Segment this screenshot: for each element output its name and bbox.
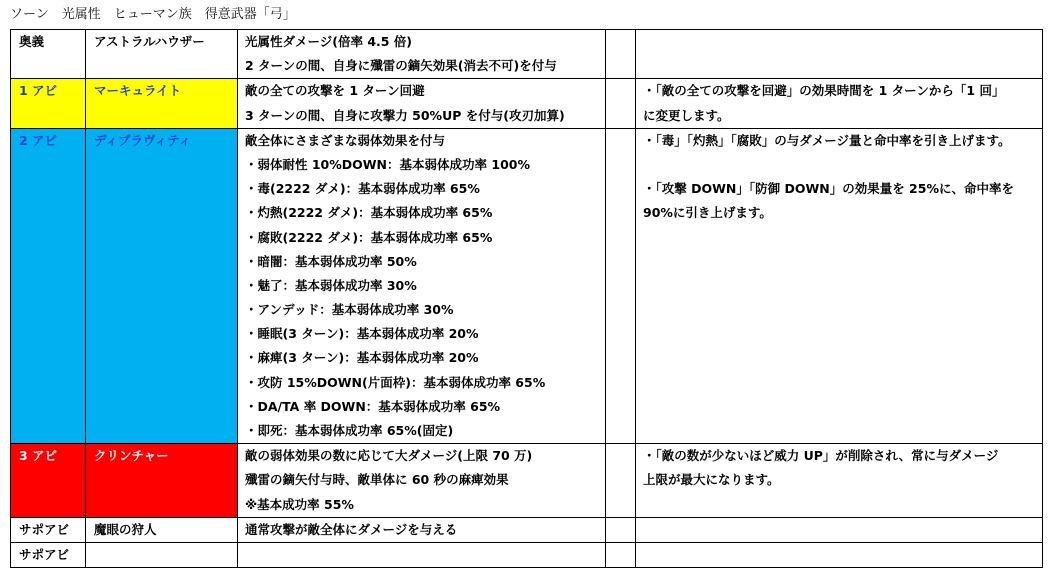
skill-note [636, 517, 1043, 542]
spacer-cell [606, 542, 636, 567]
skill-note [636, 30, 1043, 79]
spacer-cell [606, 444, 636, 518]
spacer-cell [606, 128, 636, 443]
table-row-ability-2 [11, 128, 1043, 443]
skill-description [238, 542, 606, 567]
skill-description: 敵全体にさまざまな弱体効果を付与 ・弱体耐性 10%DOWN：基本弱体成功率 100% ・毒(2222 ダメ)：基本弱体成功率 65% ・灼熱(2222 ダメ)：基本弱体成功率 65% ・腐敗(2222 ダメ)：基本弱体成功率 65% ・暗闇：基本弱体成功率 50% ・魅了：基本弱体成功率 30% ・アンデッド：基本弱体成功率 30% ・睡眠(3 ターン)：基本弱体成功率 20% ・麻痺(3 ターン)：基本弱体成功率 20% ・攻防 15%DOWN(片面枠)：基本弱体成功率 65% ・DA/TA 率 DOWN：基本弱体成功率 65% ・即死：基本弱体成功率 65%(固定) [238, 128, 606, 443]
spacer-cell [606, 79, 636, 128]
skill-name: 魔眼の狩人 [86, 517, 238, 542]
character-header: ソーン 光属性 ヒューマン族 得意武器「弓」 [10, 7, 296, 22]
spacer-cell [606, 517, 636, 542]
skill-description: 光属性ダメージ(倍率 4.5 倍) 2 ターンの間、自身に殲雷の鏑矢効果(消去不可)を付与 [238, 30, 606, 79]
table-row-ability-1 [11, 79, 1043, 128]
skill-description: 敵の全ての攻撃を 1 ターン回避 3 ターンの間、自身に攻撃力 50%UP を付与(攻刃加算) [238, 79, 606, 128]
spacer-cell [606, 30, 636, 79]
row-label: 1 アビ [11, 79, 86, 128]
skill-note: ・「敵の数が少ないほど威力 UP」が削除され、常に与ダメージ 上限が最大になります。 [636, 444, 1043, 518]
skill-name: ディブラヴィティ [86, 128, 238, 443]
row-label: 3 アビ [11, 444, 86, 518]
table-row-ability-3 [11, 444, 1043, 518]
table-row-support-1 [11, 517, 1043, 542]
skill-table [10, 29, 1043, 568]
row-label: サポアビ [11, 517, 86, 542]
skill-note: ・「敵の全ての攻撃を回避」の効果時間を 1 ターンから「1 回」 に変更します。 [636, 79, 1043, 128]
skill-name [86, 542, 238, 567]
row-label: 2 アビ [11, 128, 86, 443]
skill-name: クリンチャー [86, 444, 238, 518]
skill-description: 通常攻撃が敵全体にダメージを与える [238, 517, 606, 542]
skill-name: マーキュライト [86, 79, 238, 128]
skill-description: 敵の弱体効果の数に応じて大ダメージ(上限 70 万) 殲雷の鏑矢付与時、敵単体に 60 秒の麻痺効果 ※基本成功率 55% [238, 444, 606, 518]
table-row-ougi [11, 30, 1043, 79]
row-label: 奥義 [11, 30, 86, 79]
row-label: サポアビ [11, 542, 86, 567]
skill-name: アストラルハウザー [86, 30, 238, 79]
skill-note: ・「毒」「灼熱」「腐敗」の与ダメージ量と命中率を引き上げます。 ・「攻撃 DOWN」「防御 DOWN」の効果量を 25%に、命中率を 90%に引き上げます。 [636, 128, 1043, 443]
skill-note [636, 542, 1043, 567]
table-row-support-2 [11, 542, 1043, 567]
